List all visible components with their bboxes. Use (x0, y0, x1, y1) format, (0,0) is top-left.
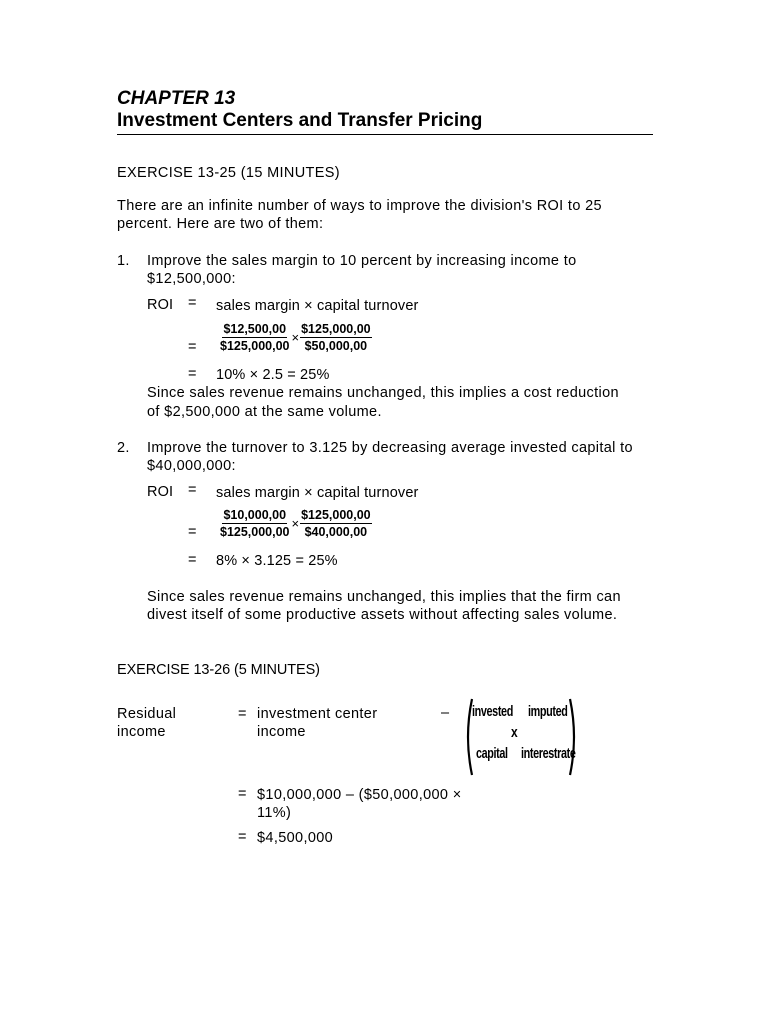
ex26-minus-sign: – (441, 705, 450, 721)
item2-number: 2. (117, 440, 130, 456)
residual-income-label-line2: income (117, 724, 166, 740)
exercise-26-heading: EXERCISE 13-26 (5 MINUTES) (117, 662, 320, 678)
item2-fraction-1-numerator: $10,000,00 (223, 508, 287, 522)
item2-fraction-2-denominator: $40,000,00 (304, 525, 368, 539)
ex26-result: $4,500,000 (257, 830, 334, 846)
item1-times-sign: × (291, 330, 300, 345)
ex26-eq-1: = (238, 706, 247, 722)
exercise-25-heading: EXERCISE 13-25 (15 MINUTES) (117, 165, 340, 181)
item1-number: 1. (117, 253, 130, 269)
chapter-number: CHAPTER 13 (117, 88, 236, 109)
item1-fraction-1 (219, 322, 291, 353)
item2-roi-label: ROI (147, 484, 174, 500)
item1-eq-2: = (188, 339, 197, 355)
ex26-calc-line2: 11%) (257, 805, 292, 821)
ex26-eq-2: = (238, 786, 247, 802)
residual-income-label-line1: Residual (117, 706, 177, 722)
investment-center-income-line1: investment center (257, 706, 378, 722)
item2-note-line1: Since sales revenue remains unchanged, this implies that the firm can (147, 589, 621, 605)
chapter-title: Investment Centers and Transfer Pricing (117, 110, 483, 131)
item1-fraction-2-numerator: $125,000,00 (301, 322, 371, 336)
item1-eq-1: = (188, 295, 197, 311)
interest-rate-label: interestrate (521, 745, 576, 762)
investment-center-income-line2: income (257, 724, 306, 740)
invested-label: invested (472, 703, 513, 720)
exercise-25-intro-line1: There are an infinite number of ways to improve the division's ROI to 25 (117, 198, 602, 214)
exercise-25-intro-line2: percent. Here are two of them: (117, 216, 324, 232)
item2-fraction-1 (219, 508, 291, 539)
item2-eq-3: = (188, 552, 197, 568)
right-parenthesis (570, 699, 574, 775)
item2-line1: Improve the turnover to 3.125 by decreasing average invested capital to (147, 440, 633, 456)
item1-roi-label: ROI (147, 297, 174, 313)
item1-fraction-1-numerator: $12,500,00 (223, 322, 287, 336)
bracket-times-sign: x (511, 724, 518, 741)
item2-eq-1: = (188, 482, 197, 498)
item2-times-sign: × (291, 516, 300, 531)
item1-note-line1: Since sales revenue remains unchanged, this implies a cost reduction (147, 385, 619, 401)
imputed-label: imputed (528, 703, 568, 720)
title-underline (117, 134, 653, 135)
item1-line2: $12,500,000: (147, 271, 236, 287)
ex26-calc-line1: $10,000,000 – ($50,000,000 × (257, 787, 462, 803)
item2-result: 8% × 3.125 = 25% (216, 553, 338, 569)
item2-note-line2: divest itself of some productive assets without affecting sales volume. (147, 607, 618, 623)
item2-fraction-2-numerator: $125,000,00 (301, 508, 371, 522)
item2-fraction-1-denominator: $125,000,00 (220, 525, 290, 539)
item1-note-line2: of $2,500,000 at the same volume. (147, 404, 382, 420)
item1-eq-3: = (188, 366, 197, 382)
item1-result: 10% × 2.5 = 25% (216, 367, 330, 383)
item1-line1: Improve the sales margin to 10 percent by increasing income to (147, 253, 577, 269)
item2-fraction-product (219, 508, 372, 539)
item2-formula: sales margin × capital turnover (216, 485, 419, 501)
item1-formula: sales margin × capital turnover (216, 298, 419, 314)
capital-label: capital (476, 745, 508, 762)
item2-fraction-2 (300, 508, 372, 539)
item1-fraction-2 (300, 322, 372, 353)
item1-fraction-2-denominator: $50,000,00 (304, 339, 368, 353)
item1-fraction-1-denominator: $125,000,00 (220, 339, 290, 353)
item2-eq-2: = (188, 524, 197, 540)
item2-line2: $40,000,000: (147, 458, 236, 474)
ex26-eq-3: = (238, 829, 247, 845)
item1-fraction-product (219, 322, 372, 353)
